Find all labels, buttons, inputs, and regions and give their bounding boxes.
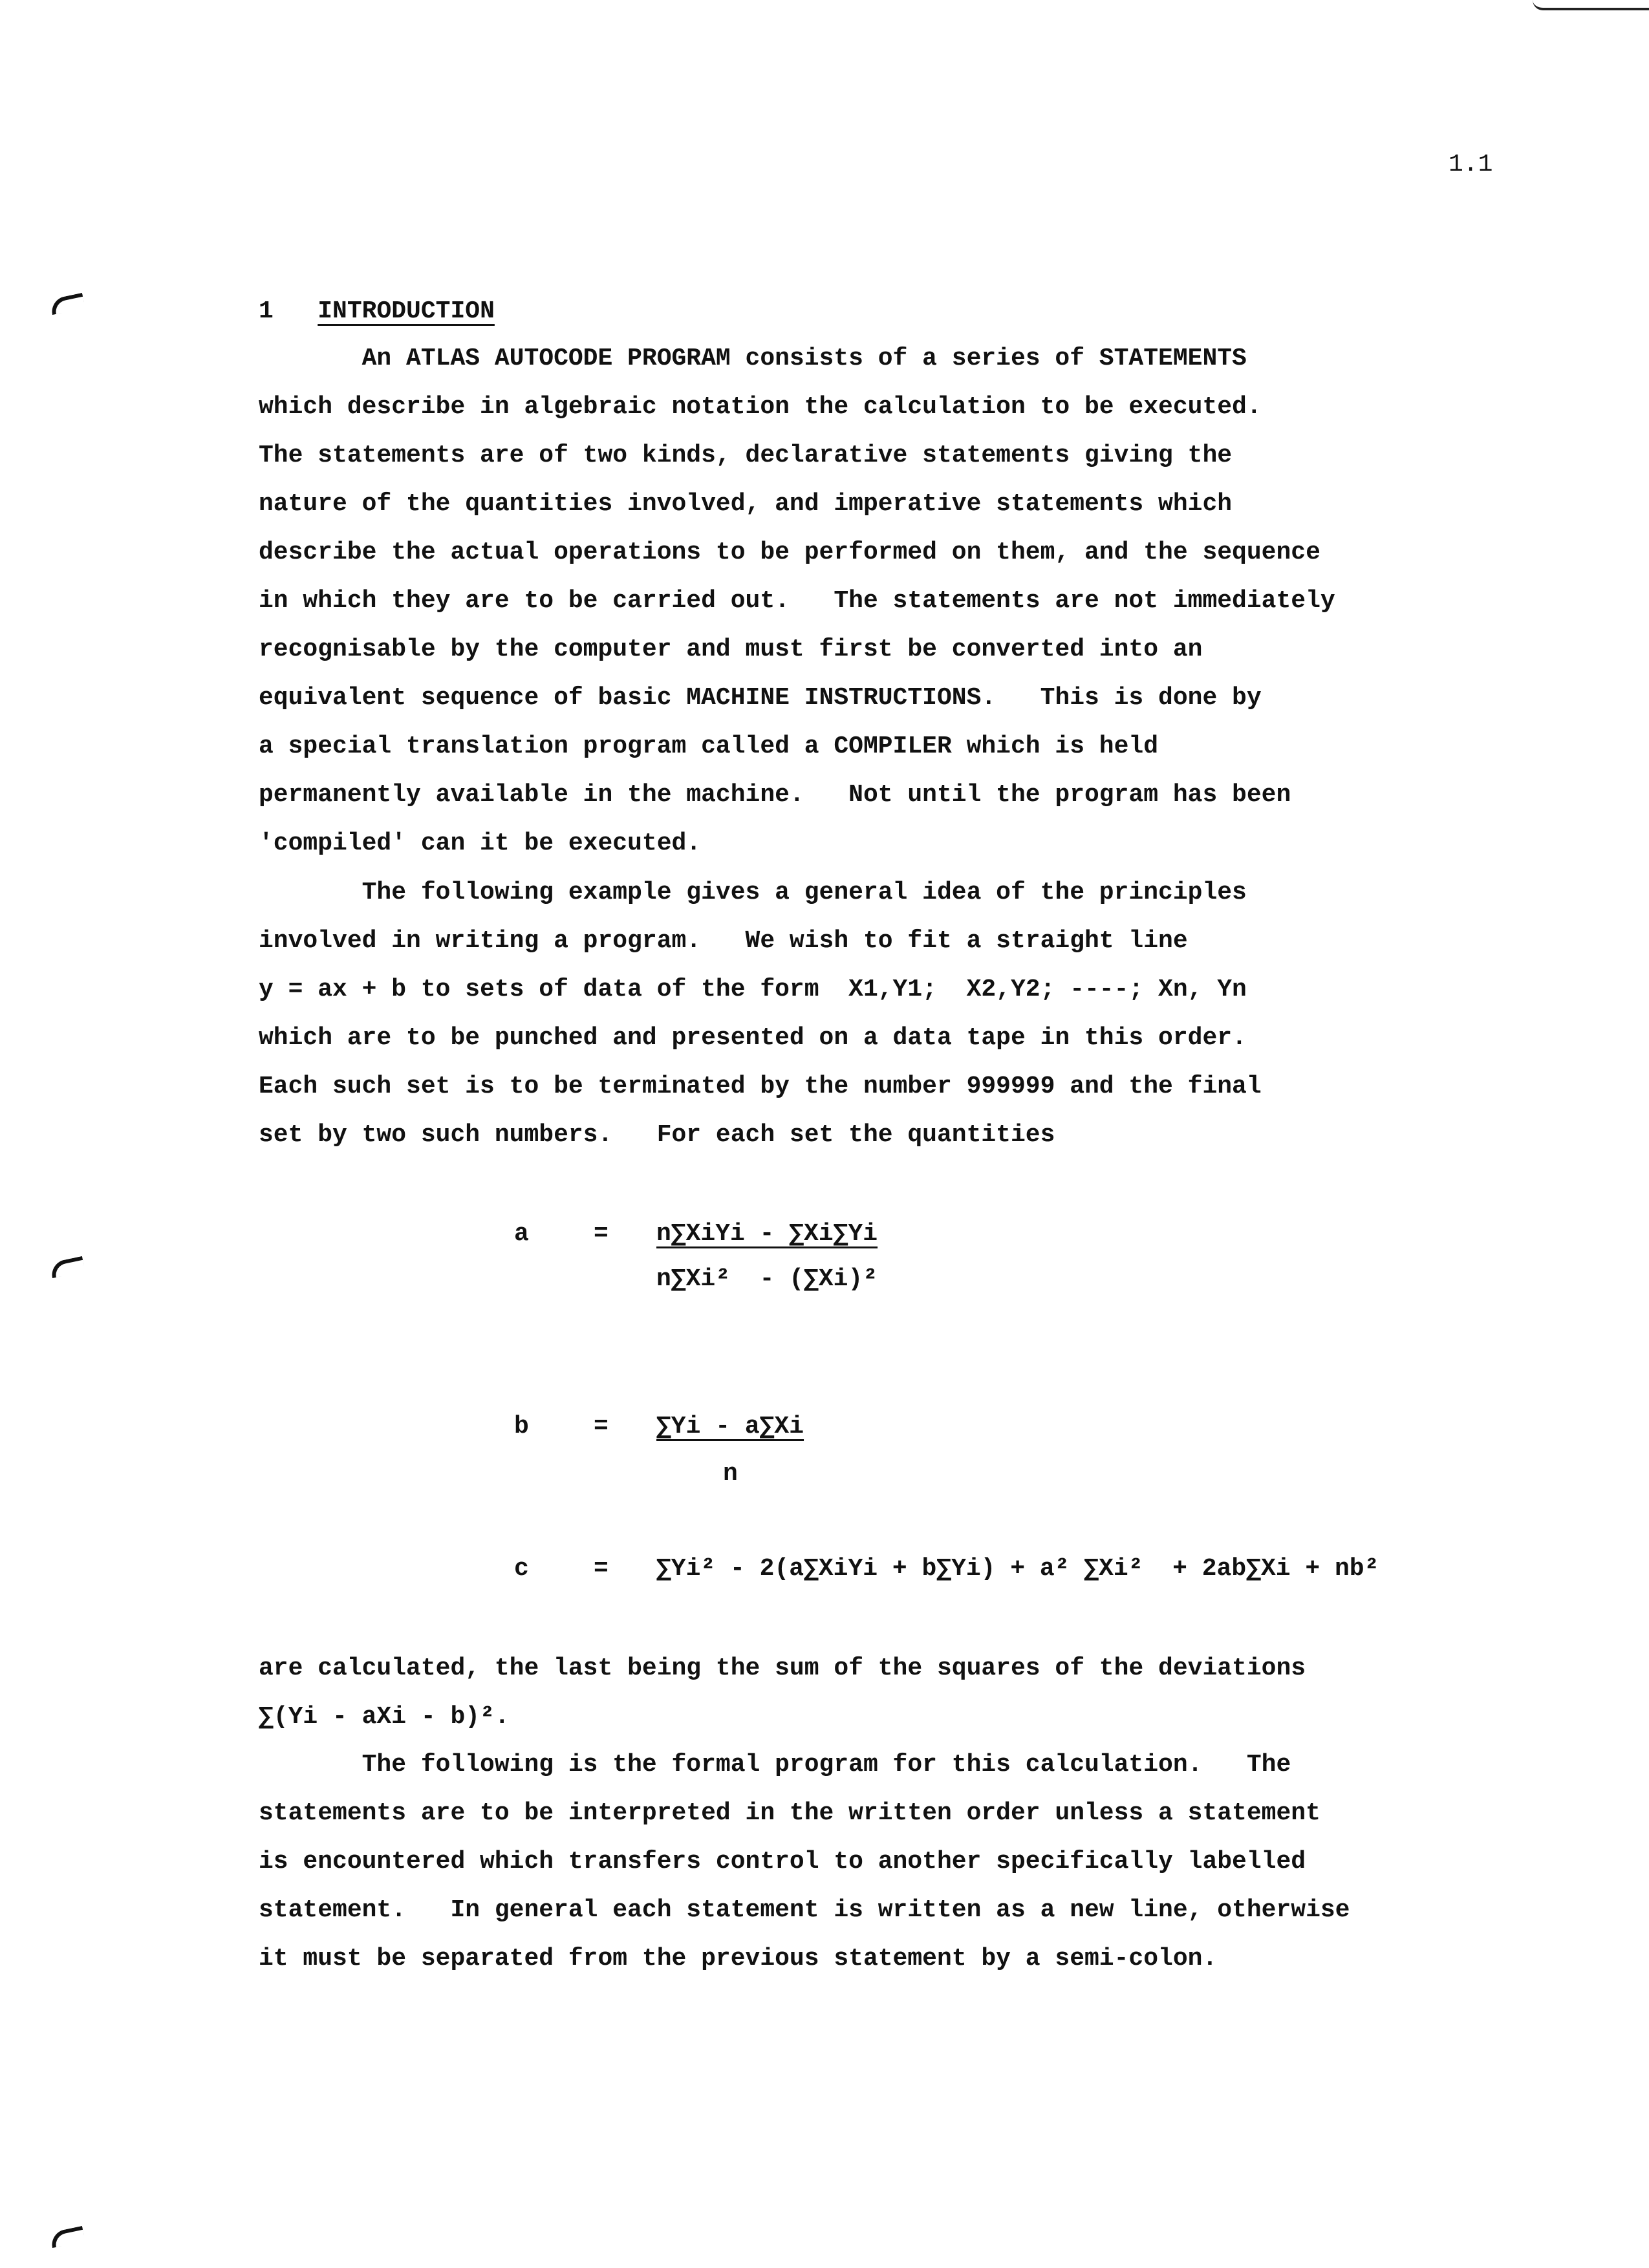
paragraph-line: recognisable by the computer and must first be converted into an [259,636,1203,663]
paragraph-line: a special translation program called a COMPILER which is held [259,733,1159,760]
paragraph-line: Each such set is to be terminated by the number 999999 and the final [259,1073,1262,1100]
equation-b-numerator: ∑Yi - a∑Xi [656,1413,804,1440]
equation-c-label: c [514,1555,529,1583]
paragraph-deviation [259,1644,1474,1741]
paragraph-line: The following is the formal program for this calculation. The [259,1751,1291,1779]
paragraph-line: permanently available in the machine. Not until the program has been [259,781,1291,809]
paragraph-line: involved in writing a program. We wish to fit a straight line [259,927,1188,955]
paragraph-line: which are to be punched and presented on a data tape in this order. [259,1024,1247,1052]
paragraph-line: is encountered which transfers control to another specifically labelled [259,1848,1306,1876]
paragraph-line: which describe in algebraic notation the calculation to be executed. [259,393,1262,421]
equation-c-expression: ∑Yi² - 2(a∑XiYi + b∑Yi) + a² ∑Xi² + 2ab∑Xi + nb² [656,1555,1379,1583]
punch-hole-mark-top [49,293,85,315]
punch-hole-mark-middle [49,1256,85,1278]
paragraph-line: An ATLAS AUTOCODE PROGRAM consists of a series of STATEMENTS [259,345,1247,372]
section-title: INTRODUCTION [318,297,495,325]
section-heading [259,297,495,325]
equation-b-equals: = [594,1413,609,1440]
paragraph-line: The following example gives a general idea of the principles [259,879,1247,906]
equation-b-denominator: n [723,1460,738,1488]
page-number: 1.1 [1449,151,1493,178]
equation-b-label: b [514,1413,529,1440]
equation-a-equals: = [594,1220,609,1248]
paragraph-line: in which they are to be carried out. The statements are not immediately [259,587,1335,615]
paragraph-line: nature of the quantities involved, and imperative statements which [259,490,1233,518]
paragraph-line: ∑(Yi - aXi - b)². [259,1703,510,1731]
equation-a-numerator: n∑XiYi - ∑Xi∑Yi [656,1220,878,1248]
paragraph-intro [259,334,1474,868]
paragraph-line: it must be separated from the previous statement by a semi-colon. [259,1945,1218,1973]
paragraph-example [259,868,1474,1159]
edge-scribble-mark [1533,0,1649,10]
paragraph-line: statements are to be interpreted in the written order unless a statement [259,1799,1320,1827]
paragraph-program [259,1740,1474,1983]
paragraph-line: 'compiled' can it be executed. [259,829,702,857]
paragraph-line: describe the actual operations to be performed on them, and the sequence [259,539,1320,566]
paragraph-line: set by two such numbers. For each set the quantities [259,1121,1055,1149]
equation-a-label: a [514,1220,529,1248]
paragraph-line: y = ax + b to sets of data of the form X1,Y1; X2,Y2; ----; Xn, Yn [259,976,1247,1003]
equation-a-denominator: n∑Xi² - (∑Xi)² [656,1265,878,1293]
paragraph-line: are calculated, the last being the sum of the squares of the deviations [259,1654,1306,1682]
section-number: 1 [259,297,274,325]
equation-c-equals: = [594,1555,609,1583]
paragraph-line: The statements are of two kinds, declarative statements giving the [259,442,1233,469]
paragraph-line: equivalent sequence of basic MACHINE INSTRUCTIONS. This is done by [259,684,1262,712]
punch-hole-mark-bottom [49,2226,85,2248]
paragraph-line: statement. In general each statement is written as a new line, otherwise [259,1896,1350,1924]
